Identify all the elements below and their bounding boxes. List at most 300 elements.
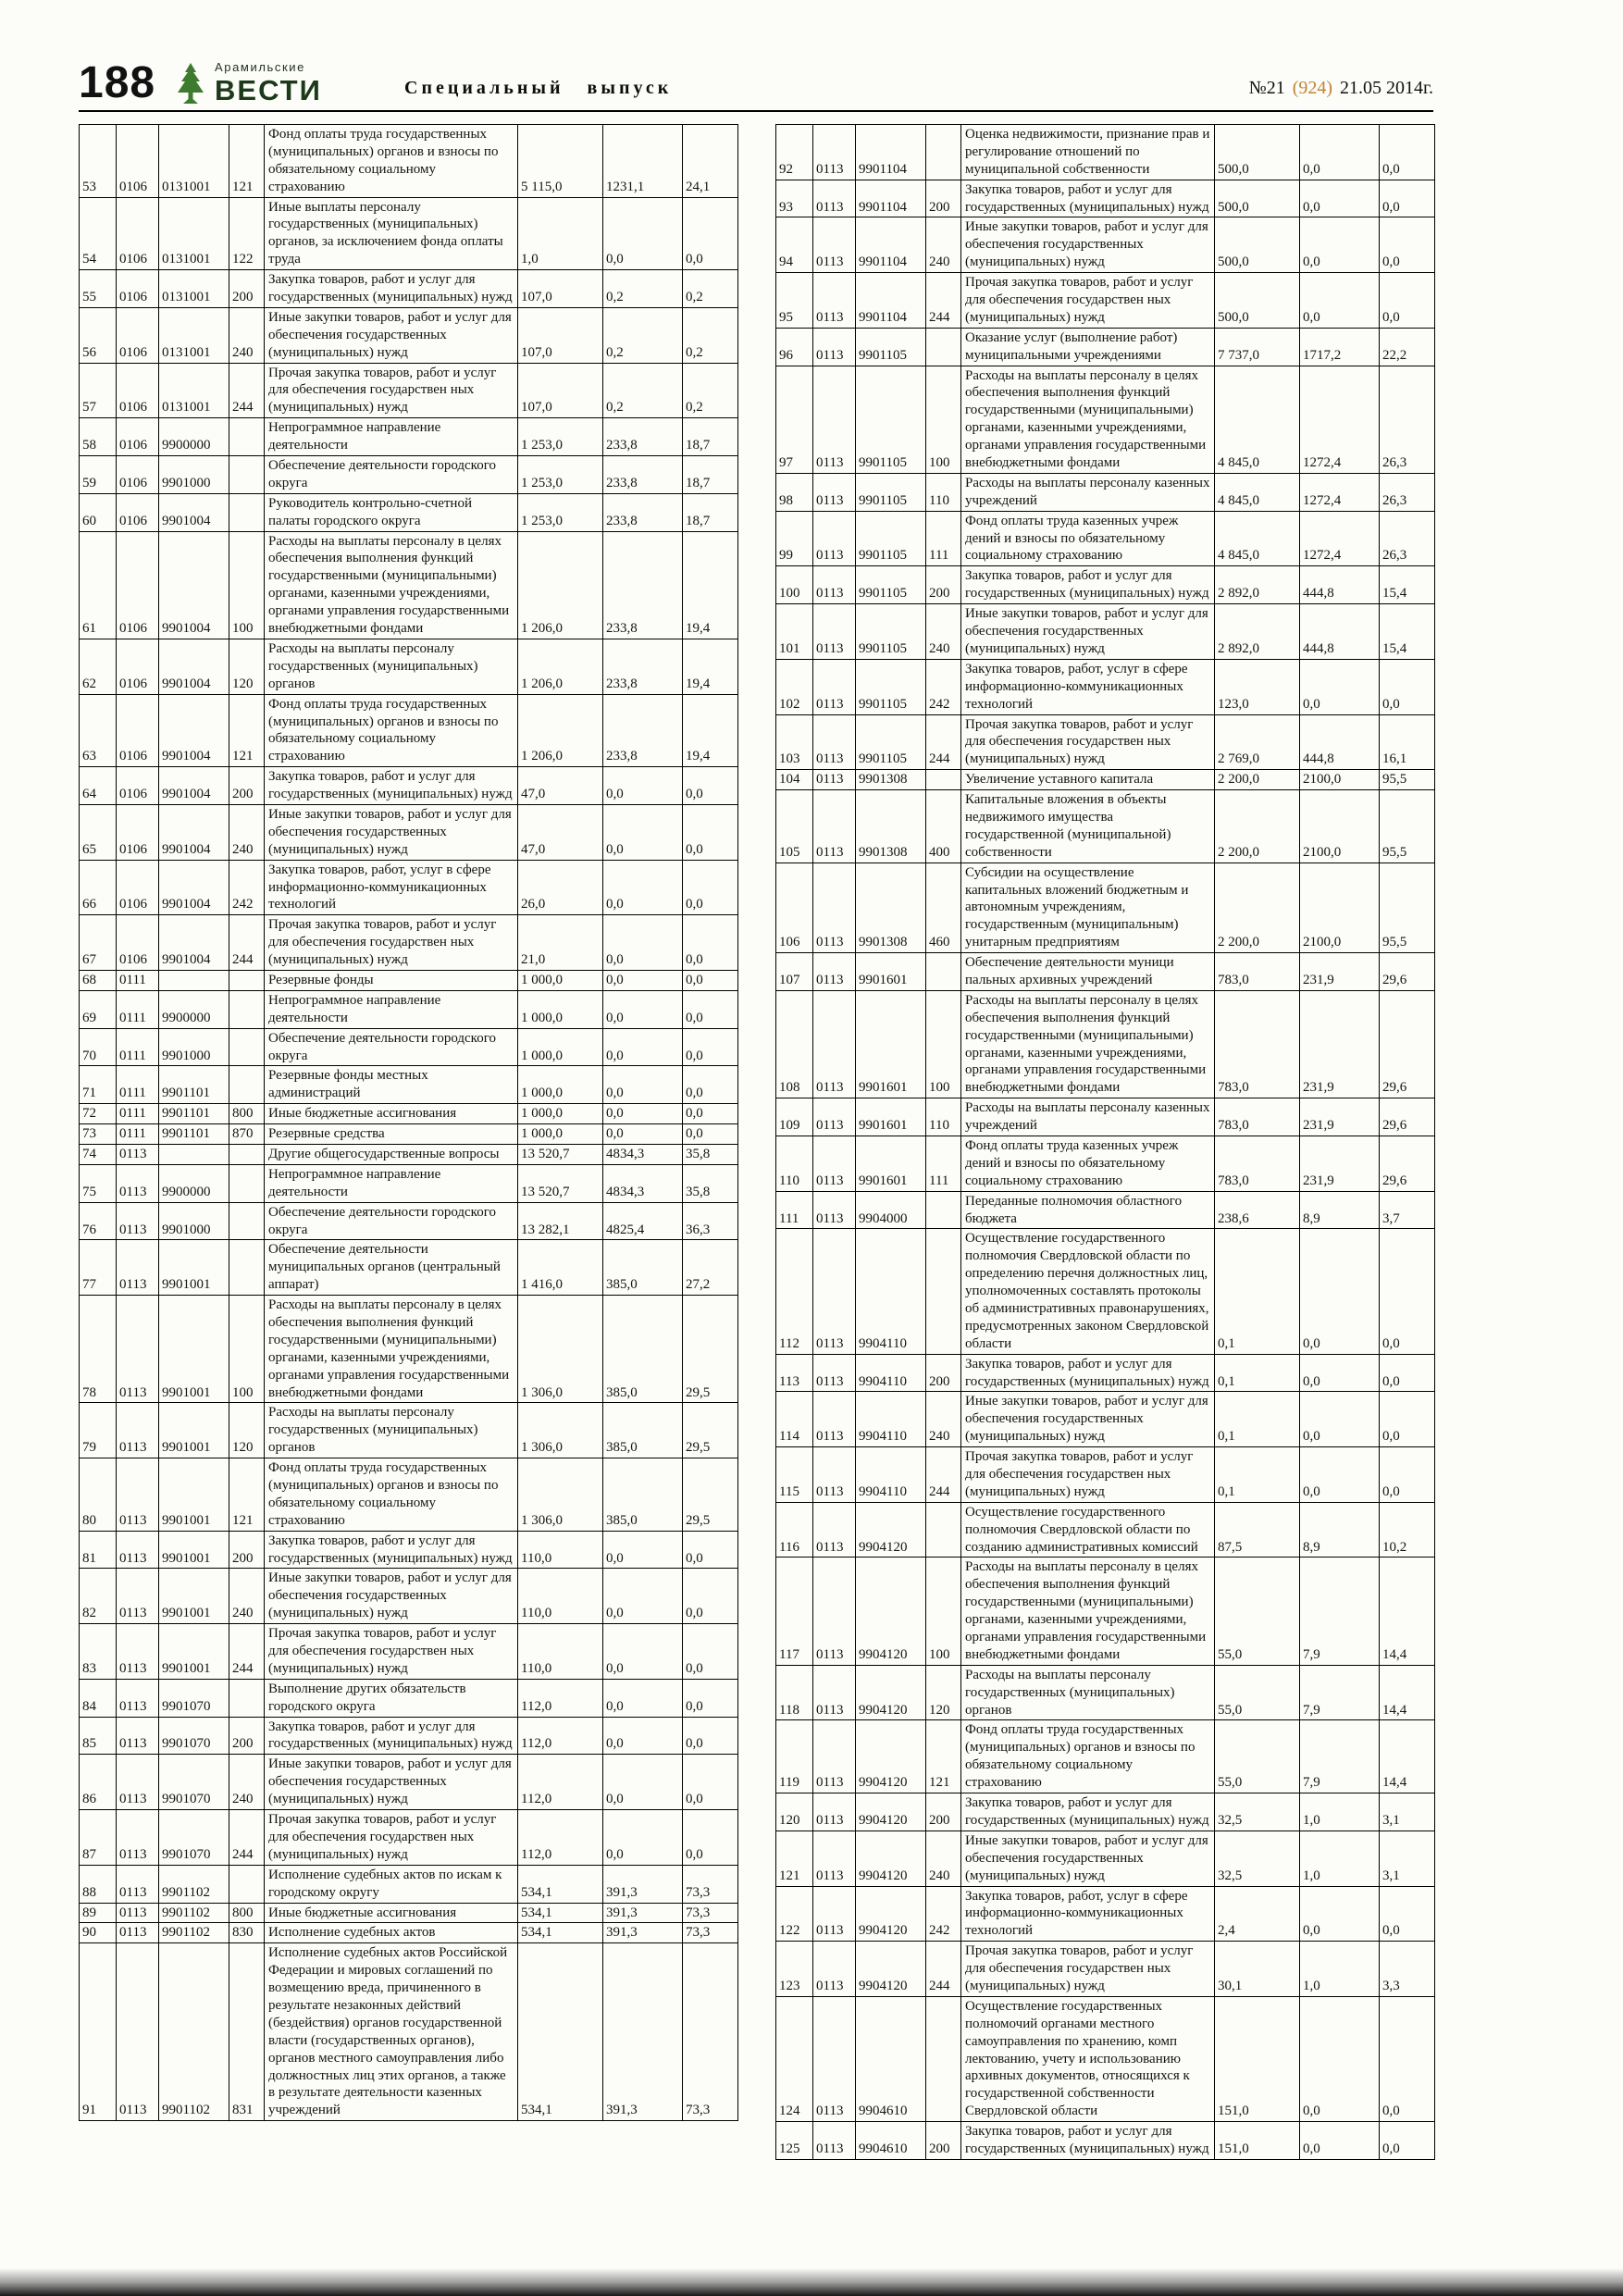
budget-row	[80, 1403, 738, 1458]
cell-row-number: 76	[80, 1202, 117, 1240]
cell-executed-amount: 1231,1	[603, 125, 683, 198]
cell-section-code: 0113	[813, 566, 856, 604]
budget-row	[80, 1624, 738, 1680]
cell-expense-type-code: 240	[926, 1392, 961, 1447]
budget-row	[776, 770, 1435, 790]
budget-row	[776, 1447, 1435, 1503]
cell-target-article-code: 9904120	[856, 1502, 926, 1558]
cell-expense-name: Осуществление государственного полномочия Свердловской области по созданию административных комиссий	[961, 1502, 1215, 1558]
cell-section-code: 0113	[117, 1624, 159, 1680]
cell-expense-name: Закупка товаров, работ и услуг для государственных (муниципальных) нужд	[961, 566, 1215, 604]
cell-section-code: 0113	[813, 180, 856, 217]
budget-row	[776, 180, 1435, 217]
cell-plan-amount: 7 737,0	[1215, 328, 1300, 366]
cell-expense-name: Закупка товаров, работ и услуг для государственных (муниципальных) нужд	[961, 1793, 1215, 1831]
budget-row	[776, 1665, 1435, 1720]
budget-row	[776, 273, 1435, 329]
cell-percent: 0,0	[683, 1569, 738, 1624]
cell-percent: 3,7	[1380, 1191, 1435, 1229]
cell-section-code: 0113	[813, 1558, 856, 1665]
cell-target-article-code: 9901070	[159, 1755, 229, 1810]
cell-expense-name: Прочая закупка товаров, работ и услуг для обеспечения государствен ных (муниципальных) нужд	[961, 1942, 1215, 1997]
budget-row	[80, 1164, 738, 1202]
budget-row	[776, 1558, 1435, 1665]
cell-target-article-code: 9901308	[856, 863, 926, 952]
cell-section-code: 0113	[813, 714, 856, 770]
cell-expense-type-code: 200	[229, 767, 265, 805]
cell-target-article-code: 9901070	[159, 1810, 229, 1866]
cell-executed-amount: 0,0	[603, 1810, 683, 1866]
cell-executed-amount: 391,3	[603, 1865, 683, 1903]
cell-expense-type-code	[229, 493, 265, 531]
budget-row	[776, 604, 1435, 660]
cell-expense-type-code: 244	[926, 1447, 961, 1503]
budget-row	[80, 1202, 738, 1240]
budget-row	[80, 767, 738, 805]
cell-target-article-code: 9901601	[856, 953, 926, 991]
cell-plan-amount: 500,0	[1215, 273, 1300, 329]
cell-row-number: 114	[776, 1392, 813, 1447]
cell-percent: 29,6	[1380, 990, 1435, 1098]
cell-executed-amount: 444,8	[1300, 714, 1380, 770]
cell-executed-amount: 231,9	[1300, 1136, 1380, 1191]
cell-section-code: 0113	[117, 1810, 159, 1866]
cell-section-code: 0106	[117, 197, 159, 270]
cell-target-article-code: 9900000	[159, 990, 229, 1028]
cell-plan-amount: 107,0	[518, 363, 603, 418]
cell-row-number: 58	[80, 418, 117, 456]
cell-executed-amount: 0,0	[1300, 1392, 1380, 1447]
cell-executed-amount: 231,9	[1300, 990, 1380, 1098]
cell-executed-amount: 0,0	[603, 1679, 683, 1717]
cell-executed-amount: 1717,2	[1300, 328, 1380, 366]
budget-row	[80, 915, 738, 971]
cell-executed-amount: 391,3	[603, 1923, 683, 1943]
cell-plan-amount: 1 000,0	[518, 1124, 603, 1145]
cell-executed-amount: 0,0	[603, 990, 683, 1028]
cell-expense-name: Прочая закупка товаров, работ и услуг для обеспечения государствен ных (муниципальных) нужд	[961, 1447, 1215, 1503]
cell-expense-type-code: 870	[229, 1124, 265, 1145]
cell-section-code: 0106	[117, 418, 159, 456]
cell-expense-type-code: 200	[229, 1531, 265, 1569]
cell-row-number: 53	[80, 125, 117, 198]
cell-expense-type-code	[926, 125, 961, 180]
cell-expense-name: Другие общегосударственные вопросы	[265, 1144, 518, 1164]
cell-executed-amount: 0,0	[1300, 1229, 1380, 1354]
logo-town-name: Арамильские	[215, 60, 305, 74]
cell-row-number: 91	[80, 1943, 117, 2121]
cell-percent: 0,2	[683, 363, 738, 418]
cell-expense-type-code: 200	[926, 2122, 961, 2160]
cell-section-code: 0106	[117, 915, 159, 971]
cell-target-article-code: 9904110	[856, 1229, 926, 1354]
cell-plan-amount: 55,0	[1215, 1558, 1300, 1665]
cell-expense-type-code: 110	[926, 473, 961, 511]
cell-row-number: 105	[776, 790, 813, 863]
budget-row	[80, 1124, 738, 1145]
cell-executed-amount: 1,0	[1300, 1793, 1380, 1831]
cell-expense-type-code: 120	[229, 639, 265, 694]
cell-row-number: 55	[80, 270, 117, 308]
cell-executed-amount: 231,9	[1300, 953, 1380, 991]
budget-row	[80, 1066, 738, 1104]
cell-expense-type-code	[229, 1028, 265, 1066]
cell-plan-amount: 238,6	[1215, 1191, 1300, 1229]
cell-expense-name: Расходы на выплаты персоналу в целях обеспечения выполнения функций государственными (муниципальными) органами, казенными учреждениями, органами управления государственными внебюджетными фондами	[961, 990, 1215, 1098]
cell-plan-amount: 783,0	[1215, 990, 1300, 1098]
cell-plan-amount: 32,5	[1215, 1831, 1300, 1886]
cell-expense-type-code	[229, 418, 265, 456]
cell-executed-amount: 233,8	[603, 531, 683, 639]
cell-row-number: 56	[80, 307, 117, 363]
cell-executed-amount: 0,0	[603, 767, 683, 805]
cell-expense-type-code	[229, 1144, 265, 1164]
cell-plan-amount: 1,0	[518, 197, 603, 270]
cell-row-number: 110	[776, 1136, 813, 1191]
cell-expense-type-code	[229, 1679, 265, 1717]
cell-percent: 0,2	[683, 270, 738, 308]
cell-section-code: 0111	[117, 1104, 159, 1124]
cell-row-number: 68	[80, 970, 117, 990]
budget-row	[80, 1028, 738, 1066]
cell-plan-amount: 1 416,0	[518, 1240, 603, 1296]
cell-plan-amount: 1 206,0	[518, 639, 603, 694]
cell-executed-amount: 0,0	[603, 804, 683, 860]
budget-row	[776, 1136, 1435, 1191]
cell-expense-name: Резервные фонды местных администраций	[265, 1066, 518, 1104]
cell-expense-name: Расходы на выплаты персоналу государственных (муниципальных) органов	[961, 1665, 1215, 1720]
cell-expense-type-code: 244	[926, 1942, 961, 1997]
cell-row-number: 98	[776, 473, 813, 511]
cell-expense-type-code	[926, 770, 961, 790]
cell-expense-name: Осуществление государственного полномочия Свердловской области по определению перечня должностных лиц, уполномоченных составлять протоколы об административных правонарушениях, предусмотренных законом Свердловской области	[961, 1229, 1215, 1354]
cell-expense-type-code	[229, 1202, 265, 1240]
cell-section-code: 0113	[117, 1296, 159, 1403]
cell-plan-amount: 1 000,0	[518, 1104, 603, 1124]
cell-expense-type-code	[229, 1865, 265, 1903]
cell-expense-name: Фонд оплаты труда казенных учреж дений и взносы по обязательному социальному страхованию	[961, 1136, 1215, 1191]
cell-expense-type-code: 100	[926, 366, 961, 473]
cell-executed-amount: 4834,3	[603, 1164, 683, 1202]
cell-plan-amount: 112,0	[518, 1679, 603, 1717]
cell-executed-amount: 1,0	[1300, 1942, 1380, 1997]
cell-executed-amount: 2100,0	[1300, 790, 1380, 863]
cell-row-number: 102	[776, 659, 813, 714]
cell-expense-type-code: 200	[926, 1354, 961, 1392]
cell-expense-name: Обеспечение деятельности муници пальных архивных учреждений	[961, 953, 1215, 991]
budget-row	[80, 1903, 738, 1923]
cell-row-number: 85	[80, 1717, 117, 1755]
cell-target-article-code: 9904610	[856, 1996, 926, 2121]
cell-row-number: 59	[80, 456, 117, 494]
cell-percent: 18,7	[683, 418, 738, 456]
cell-plan-amount: 4 845,0	[1215, 473, 1300, 511]
cell-percent: 0,0	[1380, 1354, 1435, 1392]
cell-row-number: 73	[80, 1124, 117, 1145]
cell-plan-amount: 112,0	[518, 1755, 603, 1810]
cell-percent: 0,0	[683, 860, 738, 915]
cell-row-number: 87	[80, 1810, 117, 1866]
cell-row-number: 63	[80, 694, 117, 767]
budget-row	[80, 694, 738, 767]
cell-section-code: 0113	[117, 1569, 159, 1624]
cell-row-number: 100	[776, 566, 813, 604]
cell-plan-amount: 110,0	[518, 1624, 603, 1680]
cell-expense-name: Прочая закупка товаров, работ и услуг для обеспечения государствен ных (муниципальных) нужд	[961, 273, 1215, 329]
cell-section-code: 0111	[117, 1028, 159, 1066]
cell-section-code: 0113	[117, 1164, 159, 1202]
cell-percent: 0,0	[683, 1066, 738, 1104]
cell-plan-amount: 5 115,0	[518, 125, 603, 198]
cell-section-code: 0113	[813, 2122, 856, 2160]
cell-target-article-code: 9901104	[856, 217, 926, 273]
cell-expense-name: Иные закупки товаров, работ и услуг для обеспечения государственных (муниципальных) нужд	[265, 804, 518, 860]
cell-section-code: 0113	[117, 1144, 159, 1164]
cell-executed-amount: 7,9	[1300, 1665, 1380, 1720]
cell-executed-amount: 1272,4	[1300, 473, 1380, 511]
cell-plan-amount: 123,0	[1215, 659, 1300, 714]
cell-expense-name: Непрограммное направление деятельности	[265, 990, 518, 1028]
cell-target-article-code: 9901004	[159, 767, 229, 805]
cell-percent: 29,5	[683, 1458, 738, 1532]
cell-section-code: 0111	[117, 970, 159, 990]
cell-plan-amount: 13 282,1	[518, 1202, 603, 1240]
cell-plan-amount: 112,0	[518, 1810, 603, 1866]
cell-plan-amount: 783,0	[1215, 1136, 1300, 1191]
cell-target-article-code: 9901000	[159, 1202, 229, 1240]
budget-row	[776, 1229, 1435, 1354]
budget-row	[80, 307, 738, 363]
cell-target-article-code	[159, 970, 229, 990]
cell-row-number: 54	[80, 197, 117, 270]
budget-row	[80, 639, 738, 694]
cell-row-number: 107	[776, 953, 813, 991]
cell-executed-amount: 391,3	[603, 1943, 683, 2121]
cell-section-code: 0113	[813, 953, 856, 991]
budget-row	[80, 125, 738, 198]
cell-expense-type-code: 400	[926, 790, 961, 863]
cell-plan-amount: 107,0	[518, 270, 603, 308]
budget-row	[776, 1886, 1435, 1942]
cell-target-article-code: 9901070	[159, 1679, 229, 1717]
cell-row-number: 119	[776, 1720, 813, 1793]
cell-executed-amount: 0,0	[603, 970, 683, 990]
cell-section-code: 0106	[117, 531, 159, 639]
cell-section-code: 0106	[117, 493, 159, 531]
cell-row-number: 72	[80, 1104, 117, 1124]
cell-executed-amount: 8,9	[1300, 1191, 1380, 1229]
cell-expense-name: Иные закупки товаров, работ и услуг для обеспечения государственных (муниципальных) нужд	[265, 1755, 518, 1810]
cell-row-number: 62	[80, 639, 117, 694]
cell-target-article-code: 9901001	[159, 1458, 229, 1532]
cell-percent: 0,0	[1380, 1229, 1435, 1354]
cell-row-number: 79	[80, 1403, 117, 1458]
cell-executed-amount: 0,2	[603, 270, 683, 308]
cell-expense-type-code	[229, 1066, 265, 1104]
cell-percent: 15,4	[1380, 566, 1435, 604]
cell-expense-type-code: 122	[229, 197, 265, 270]
cell-target-article-code: 0131001	[159, 307, 229, 363]
cell-section-code: 0106	[117, 639, 159, 694]
cell-expense-name: Прочая закупка товаров, работ и услуг для обеспечения государствен ных (муниципальных) нужд	[961, 714, 1215, 770]
cell-section-code: 0113	[813, 1098, 856, 1136]
cell-section-code: 0113	[813, 1502, 856, 1558]
cell-row-number: 74	[80, 1144, 117, 1164]
cell-target-article-code: 9901001	[159, 1624, 229, 1680]
cell-executed-amount: 0,0	[1300, 659, 1380, 714]
cell-expense-type-code: 111	[926, 1136, 961, 1191]
cell-target-article-code: 9901102	[159, 1903, 229, 1923]
cell-percent: 35,8	[683, 1164, 738, 1202]
cell-target-article-code: 9901004	[159, 804, 229, 860]
cell-section-code: 0113	[117, 1403, 159, 1458]
cell-section-code: 0113	[813, 604, 856, 660]
cell-percent: 3,1	[1380, 1831, 1435, 1886]
cell-percent: 0,0	[1380, 1996, 1435, 2121]
cell-percent: 0,0	[683, 1679, 738, 1717]
cell-percent: 0,0	[1380, 125, 1435, 180]
budget-row	[80, 1144, 738, 1164]
cell-expense-type-code: 120	[926, 1665, 961, 1720]
cell-row-number: 60	[80, 493, 117, 531]
cell-section-code: 0106	[117, 270, 159, 308]
cell-plan-amount: 47,0	[518, 767, 603, 805]
cell-row-number: 95	[776, 273, 813, 329]
cell-executed-amount: 233,8	[603, 639, 683, 694]
cell-row-number: 124	[776, 1996, 813, 2121]
logo-title: ВЕСТИ	[215, 74, 322, 106]
cell-executed-amount: 385,0	[603, 1403, 683, 1458]
cell-plan-amount: 1 000,0	[518, 1066, 603, 1104]
budget-row	[776, 1942, 1435, 1997]
cell-section-code: 0113	[813, 1392, 856, 1447]
cell-section-code: 0113	[813, 473, 856, 511]
cell-percent: 95,5	[1380, 790, 1435, 863]
cell-percent: 0,0	[1380, 659, 1435, 714]
cell-expense-type-code: 240	[229, 1569, 265, 1624]
cell-plan-amount: 151,0	[1215, 2122, 1300, 2160]
cell-percent: 27,2	[683, 1240, 738, 1296]
cell-section-code: 0111	[117, 990, 159, 1028]
budget-row	[776, 1996, 1435, 2121]
cell-executed-amount: 233,8	[603, 418, 683, 456]
cell-section-code: 0113	[813, 328, 856, 366]
cell-row-number: 70	[80, 1028, 117, 1066]
cell-target-article-code: 9904110	[856, 1354, 926, 1392]
cell-executed-amount: 0,0	[1300, 180, 1380, 217]
cell-target-article-code: 0131001	[159, 197, 229, 270]
cell-target-article-code: 9901001	[159, 1531, 229, 1569]
cell-executed-amount: 0,0	[1300, 2122, 1380, 2160]
cell-row-number: 120	[776, 1793, 813, 1831]
cell-percent: 36,3	[683, 1202, 738, 1240]
cell-plan-amount: 1 253,0	[518, 493, 603, 531]
budget-row	[776, 863, 1435, 952]
cell-plan-amount: 500,0	[1215, 125, 1300, 180]
cell-expense-name: Иные закупки товаров, работ и услуг для обеспечения государственных (муниципальных) нужд	[961, 1392, 1215, 1447]
cell-target-article-code: 9901104	[856, 125, 926, 180]
cell-expense-name: Расходы на выплаты персоналу государственных (муниципальных) органов	[265, 639, 518, 694]
budget-row	[80, 970, 738, 990]
cell-target-article-code: 9904120	[856, 1558, 926, 1665]
cell-target-article-code: 9901104	[856, 180, 926, 217]
cell-expense-name: Расходы на выплаты персоналу государственных (муниципальных) органов	[265, 1403, 518, 1458]
cell-row-number: 97	[776, 366, 813, 473]
cell-row-number: 78	[80, 1296, 117, 1403]
cell-percent: 0,0	[683, 990, 738, 1028]
cell-target-article-code: 9901308	[856, 770, 926, 790]
cell-plan-amount: 0,1	[1215, 1229, 1300, 1354]
issue-edition: (924)	[1292, 78, 1333, 98]
cell-expense-type-code: 240	[229, 804, 265, 860]
content-columns	[79, 124, 1433, 2160]
cell-expense-name: Расходы на выплаты персоналу в целях обеспечения выполнения функций государственными (муниципальными) органами, казенными учреждениями, органами управления государственными внебюджетными фондами	[265, 1296, 518, 1403]
cell-plan-amount: 500,0	[1215, 180, 1300, 217]
cell-target-article-code: 9901102	[159, 1923, 229, 1943]
cell-target-article-code: 9900000	[159, 1164, 229, 1202]
cell-percent: 0,0	[683, 1810, 738, 1866]
cell-expense-name: Фонд оплаты труда государственных (муниципальных) органов и взносы по обязательному социальному страхованию	[961, 1720, 1215, 1793]
cell-section-code: 0106	[117, 860, 159, 915]
cell-plan-amount: 1 206,0	[518, 694, 603, 767]
cell-section-code: 0106	[117, 694, 159, 767]
cell-row-number: 125	[776, 2122, 813, 2160]
cell-plan-amount: 47,0	[518, 804, 603, 860]
header-divider	[79, 110, 1433, 112]
cell-expense-name: Закупка товаров, работ и услуг для государственных (муниципальных) нужд	[961, 180, 1215, 217]
cell-percent: 95,5	[1380, 770, 1435, 790]
cell-percent: 0,0	[1380, 2122, 1435, 2160]
cell-plan-amount: 0,1	[1215, 1354, 1300, 1392]
cell-percent: 0,0	[683, 1531, 738, 1569]
cell-expense-name: Закупка товаров, работ, услуг в сфере информационно-коммуникационных технологий	[265, 860, 518, 915]
cell-section-code: 0111	[117, 1124, 159, 1145]
cell-target-article-code: 9901105	[856, 604, 926, 660]
cell-section-code: 0106	[117, 307, 159, 363]
cell-section-code: 0113	[813, 863, 856, 952]
cell-percent: 26,3	[1380, 511, 1435, 566]
cell-expense-type-code: 110	[926, 1098, 961, 1136]
budget-row	[776, 366, 1435, 473]
cell-target-article-code: 9901105	[856, 328, 926, 366]
cell-executed-amount: 0,0	[603, 860, 683, 915]
cell-plan-amount: 110,0	[518, 1531, 603, 1569]
cell-section-code: 0113	[813, 1191, 856, 1229]
cell-percent: 16,1	[1380, 714, 1435, 770]
cell-expense-name: Прочая закупка товаров, работ и услуг для обеспечения государствен ных (муниципальных) нужд	[265, 1810, 518, 1866]
cell-percent: 24,1	[683, 125, 738, 198]
cell-row-number: 117	[776, 1558, 813, 1665]
issue-date: 21.05 2014г.	[1340, 78, 1433, 98]
cell-plan-amount: 534,1	[518, 1865, 603, 1903]
cell-row-number: 66	[80, 860, 117, 915]
cell-expense-name: Резервные средства	[265, 1124, 518, 1145]
page-bottom-edge	[0, 2268, 1623, 2296]
cell-row-number: 103	[776, 714, 813, 770]
cell-percent: 29,5	[683, 1296, 738, 1403]
cell-percent: 26,3	[1380, 473, 1435, 511]
cell-expense-name: Прочая закупка товаров, работ и услуг для обеспечения государствен ных (муниципальных) нужд	[265, 363, 518, 418]
cell-row-number: 75	[80, 1164, 117, 1202]
cell-target-article-code: 9901001	[159, 1240, 229, 1296]
cell-percent: 10,2	[1380, 1502, 1435, 1558]
cell-plan-amount: 783,0	[1215, 953, 1300, 991]
cell-plan-amount: 55,0	[1215, 1720, 1300, 1793]
cell-executed-amount: 0,0	[603, 1104, 683, 1124]
cell-executed-amount: 0,0	[1300, 1886, 1380, 1942]
cell-section-code: 0106	[117, 804, 159, 860]
cell-target-article-code: 9901004	[159, 860, 229, 915]
